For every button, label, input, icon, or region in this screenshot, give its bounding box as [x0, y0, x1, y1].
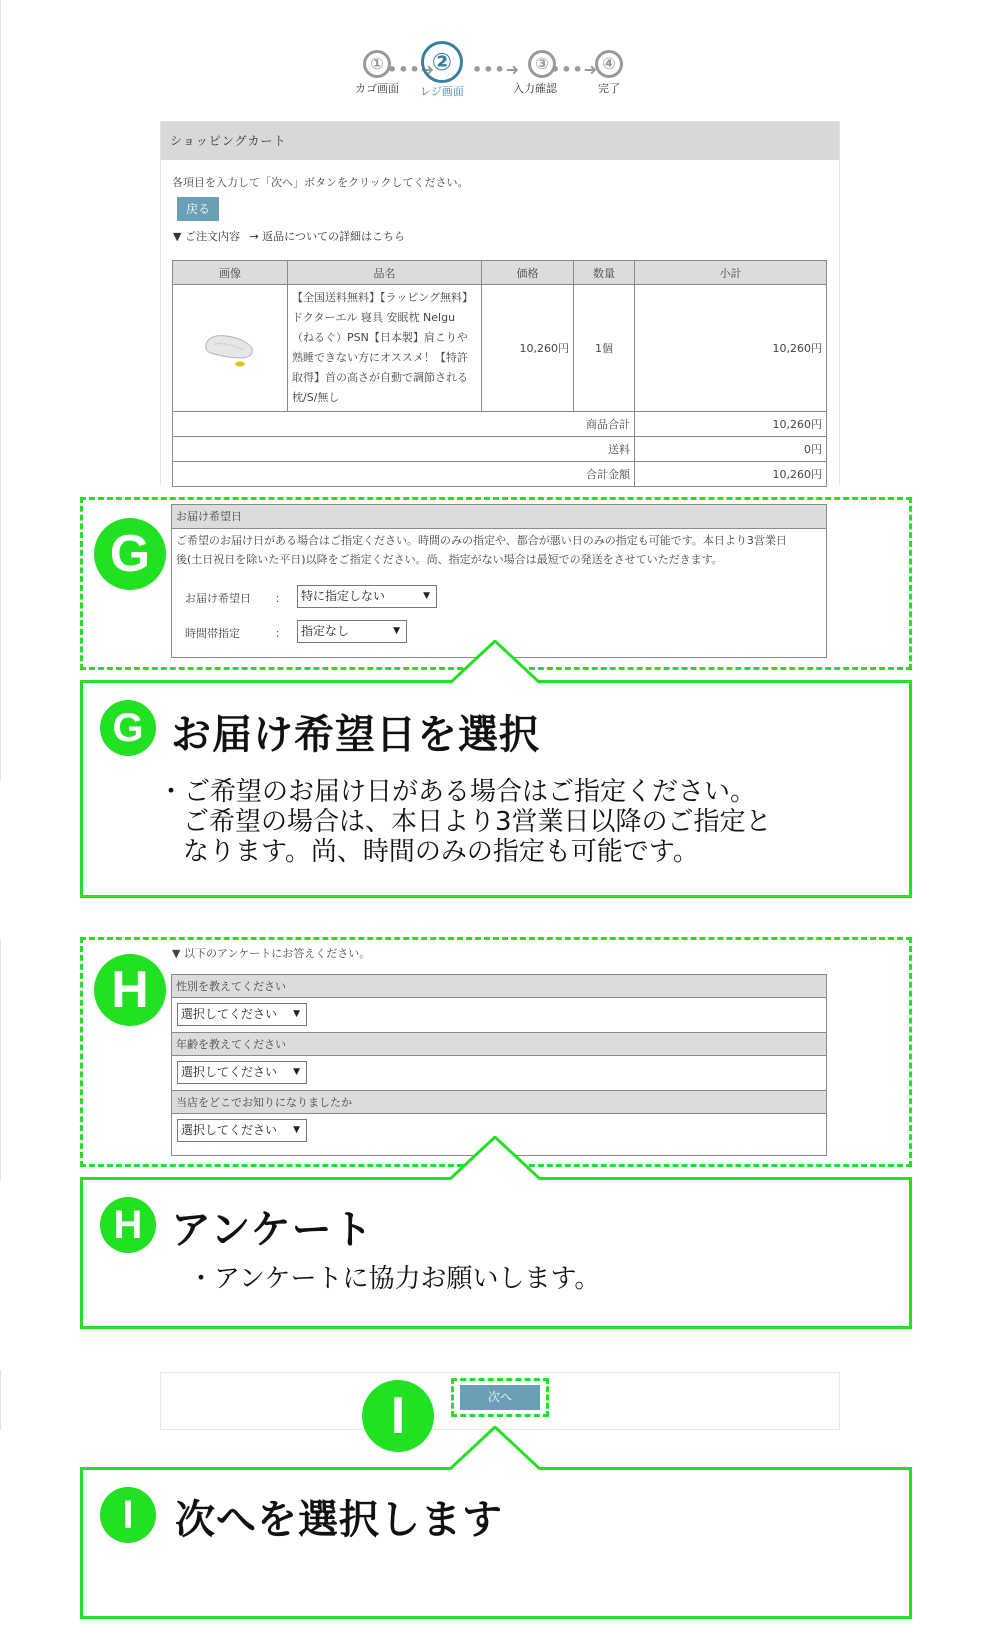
cart-table [172, 260, 827, 487]
callout-g-line: ・ご希望のお届け日がある場合はご指定ください。 [158, 777, 757, 807]
pillow-image [200, 322, 260, 372]
summary-label: 送料 [173, 437, 635, 462]
callout-h-body [188, 1264, 600, 1294]
dropdown-caret-icon: ▼ [393, 626, 400, 636]
callout-g-title: お届け希望日を選択 [171, 712, 540, 758]
edge-line [0, 1370, 1, 1430]
col-price: 価格 [482, 261, 574, 285]
callout-h [80, 1177, 912, 1329]
product-subtotal: 10,260円 [635, 285, 827, 412]
col-image: 画像 [173, 261, 288, 285]
step-label: カゴ画面 [355, 82, 399, 95]
delivery-date-value: 特に指定しない [301, 589, 386, 603]
order-contents-header [173, 228, 405, 244]
badge-h: H [94, 954, 166, 1026]
delivery-date-label: お届け希望日 [185, 592, 251, 605]
delivery-date-colon: ： [275, 592, 286, 605]
callout-g [80, 680, 912, 898]
step-number: ② [421, 41, 463, 83]
cart-title: ショッピングカート [161, 122, 839, 160]
badge-i: I [362, 1380, 434, 1452]
callout-i [80, 1467, 912, 1619]
summary-value: 10,260円 [635, 462, 827, 487]
highlight-next-button [451, 1378, 549, 1417]
product-qty: 1個 [574, 285, 635, 412]
product-price: 10,260円 [482, 285, 574, 412]
step-number: ① [363, 50, 391, 78]
badge-g: G [94, 518, 166, 590]
edge-line [0, 0, 1, 780]
highlight-survey [80, 937, 912, 1167]
survey-question-source: 当店をどこでお知りになりましたか [172, 1090, 826, 1114]
step-complete [595, 50, 623, 96]
time-slot-colon: ： [275, 627, 286, 640]
summary-value: 10,260円 [635, 412, 827, 437]
col-name: 品名 [288, 261, 482, 285]
back-button[interactable]: 戻る [177, 197, 219, 221]
dropdown-caret-icon: ▼ [423, 591, 430, 601]
summary-label: 商品合計 [173, 412, 635, 437]
callout-g-tail [450, 640, 540, 684]
callout-g-line: なります。尚、時間のみの指定も可能です。 [183, 837, 699, 867]
survey-header: ▼ 以下のアンケートにお答えください。 [172, 947, 371, 960]
step-number: ③ [528, 50, 556, 78]
summary-row-goods [173, 412, 827, 437]
survey-question-gender: 性別を教えてください [172, 974, 826, 998]
table-header-row [173, 261, 827, 285]
step-register [420, 41, 464, 99]
cart-instruction: 各項目を入力して「次へ」ボタンをクリックしてください。 [172, 176, 469, 189]
summary-value: 0円 [635, 437, 827, 462]
summary-label: 合計金額 [173, 462, 635, 487]
age-select-value: 選択してください [181, 1065, 278, 1079]
return-policy-link[interactable]: → 返品についての詳細はこちら [249, 230, 405, 243]
callout-i-title: 次へを選択します [175, 1497, 503, 1543]
step-label: 入力確認 [513, 82, 557, 95]
step-label: レジ画面 [420, 85, 464, 98]
dropdown-caret-icon: ▼ [293, 1067, 300, 1077]
delivery-date-description: ご希望のお届け日がある場合はご指定ください。時間のみの指定や、都合が悪い日のみの指定も可能です。本日より3営業日後(土日祝日を除いた平日)以降をご指定ください。尚、指定がない場合は最短での発送をさせていただきます。 [176, 534, 787, 566]
badge-h-small: H [100, 1197, 156, 1253]
table-row [173, 285, 827, 412]
time-slot-value: 指定なし [301, 624, 350, 638]
dropdown-caret-icon: ▼ [293, 1125, 300, 1135]
callout-g-body [158, 777, 772, 867]
dropdown-caret-icon: ▼ [293, 1009, 300, 1019]
product-image-cell [173, 285, 288, 412]
step-indicator [355, 50, 655, 105]
callout-g-line: ご希望の場合は、本日より3営業日以降のご指定と [183, 807, 772, 837]
step-arrow: •••➜ [550, 60, 599, 79]
step-number: ④ [595, 50, 623, 78]
edge-line [0, 940, 1, 1180]
col-subtotal: 小計 [635, 261, 827, 285]
col-qty: 数量 [574, 261, 635, 285]
callout-i-tail [450, 1426, 540, 1470]
next-button[interactable]: 次へ [460, 1385, 540, 1410]
survey-question-age: 年齢を教えてください [172, 1032, 826, 1056]
badge-i-small: I [100, 1487, 156, 1543]
summary-row-shipping [173, 437, 827, 462]
time-slot-label: 時間帯指定 [185, 627, 240, 640]
order-contents-label: ▼ ご注文内容 [173, 230, 240, 243]
step-arrow: •••➜ [472, 60, 521, 79]
badge-g-small: G [100, 700, 156, 756]
gender-select-value: 選択してください [181, 1007, 278, 1021]
shopping-cart-panel [160, 121, 840, 485]
product-name[interactable]: 【全国送料無料】【ラッピング無料】ドクターエル 寝具 安眠枕 Nelgu（ねるぐ）PSN【日本製】肩こりや熟睡できない方にオススメ！【特許取得】首の高さが自動で調節される枕/S/無し [288, 285, 482, 412]
callout-h-tail [450, 1136, 540, 1180]
step-label: 完了 [598, 82, 620, 95]
step-arrow: •••➜ [387, 60, 436, 79]
source-select-value: 選択してください [181, 1123, 278, 1137]
callout-h-line: ・アンケートに協力お願いします。 [188, 1264, 601, 1294]
summary-row-total [173, 462, 827, 487]
callout-h-title: アンケート [171, 1207, 374, 1253]
delivery-date-title: お届け希望日 [172, 505, 826, 529]
